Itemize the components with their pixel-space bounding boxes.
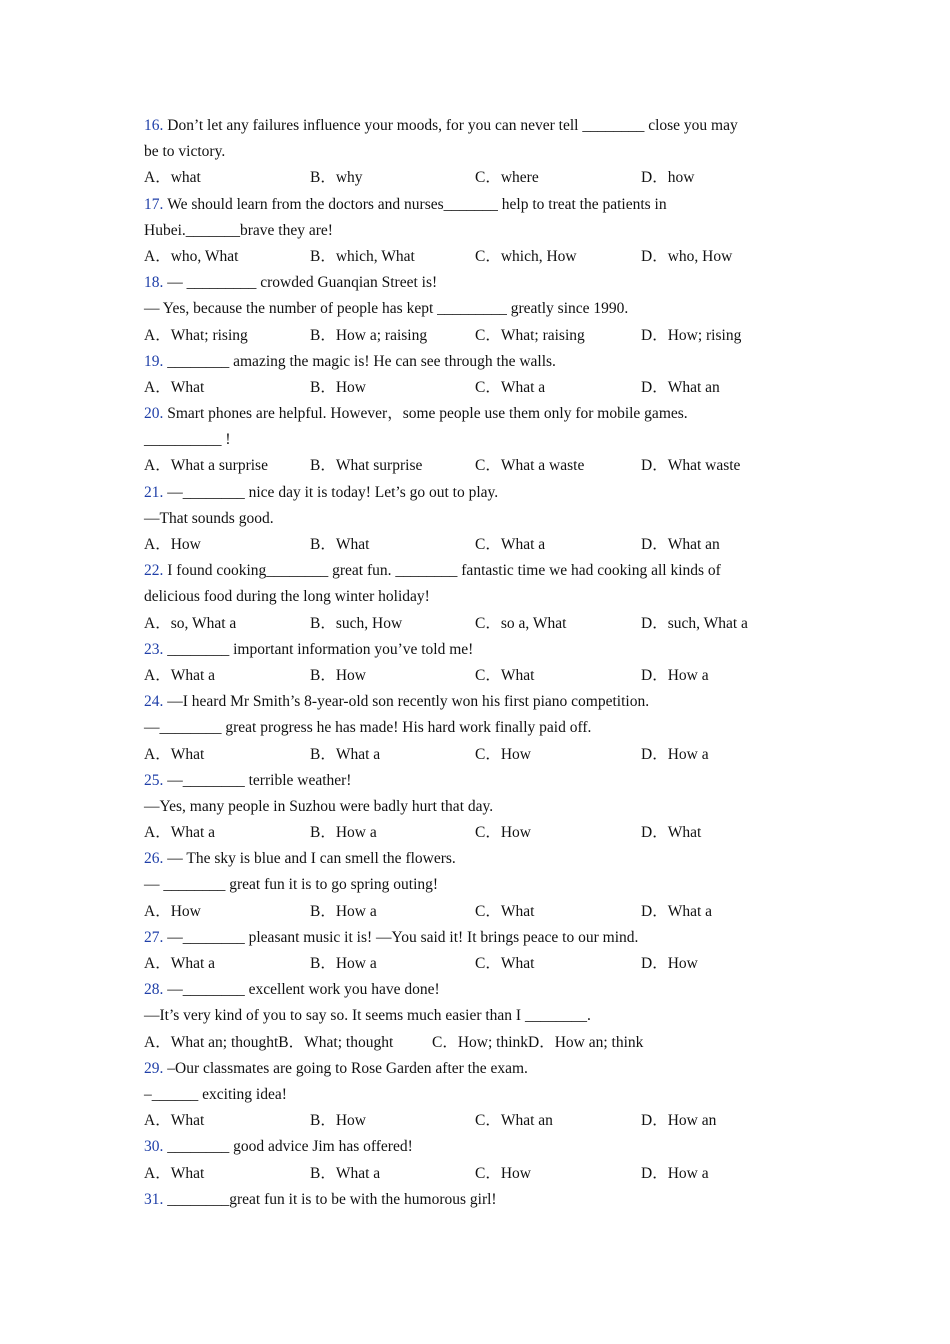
question-number: 17. bbox=[144, 195, 164, 213]
answer-option: D．how bbox=[641, 169, 695, 187]
answer-option: C．What bbox=[475, 902, 535, 920]
answer-option: C．which, How bbox=[475, 247, 577, 265]
answer-option: A．What bbox=[144, 745, 205, 763]
question-text: __________ ! bbox=[144, 431, 231, 449]
question-text: —That sounds good. bbox=[144, 509, 274, 527]
question-line bbox=[144, 689, 804, 715]
question-item bbox=[144, 558, 804, 637]
answer-options-text: A．What an; thoughtB．What; thought C．How; thinkD．How an; think bbox=[144, 1033, 644, 1051]
question-text: ________ amazing the magic is! He can see through the walls. bbox=[167, 352, 556, 370]
question-text: —________ excellent work you have done! bbox=[167, 981, 440, 999]
answer-option: A．What bbox=[144, 1164, 205, 1182]
question-number: 27. bbox=[144, 928, 164, 946]
answer-option: D．What bbox=[641, 824, 702, 842]
option-row bbox=[144, 742, 804, 768]
question-item bbox=[144, 846, 804, 925]
answer-option: A．What a bbox=[144, 824, 216, 842]
question-line bbox=[144, 218, 804, 244]
question-line bbox=[144, 794, 804, 820]
answer-option: B．why bbox=[310, 169, 363, 187]
answer-option: A．What; rising bbox=[144, 326, 248, 344]
answer-option: C．What a waste bbox=[475, 457, 585, 475]
answer-option: B．How a bbox=[310, 824, 377, 842]
question-line bbox=[144, 192, 804, 218]
option-row bbox=[144, 951, 804, 977]
question-line bbox=[144, 296, 804, 322]
question-item bbox=[144, 768, 804, 847]
question-text: —It’s very kind of you to say so. It seems much easier than I ________. bbox=[144, 1007, 591, 1025]
question-line bbox=[144, 139, 804, 165]
answer-option: D．What an bbox=[641, 378, 720, 396]
question-line bbox=[144, 1082, 804, 1108]
option-row bbox=[144, 1161, 804, 1187]
question-line bbox=[144, 1187, 804, 1213]
option-row bbox=[144, 1108, 804, 1134]
question-text: We should learn from the doctors and nurses_______ help to treat the patients in bbox=[167, 195, 667, 213]
question-line bbox=[144, 270, 804, 296]
answer-option: A．What a bbox=[144, 955, 216, 972]
question-item bbox=[144, 1187, 804, 1213]
question-text: — _________ crowded Guanqian Street is! bbox=[167, 274, 438, 292]
question-item bbox=[144, 270, 804, 349]
answer-option: C．What a bbox=[475, 378, 546, 396]
question-item bbox=[144, 480, 804, 559]
answer-option: B．How a bbox=[310, 902, 377, 920]
question-text: ________great fun it is to be with the humorous girl! bbox=[167, 1190, 497, 1208]
question-number: 29. bbox=[144, 1059, 164, 1077]
answer-option: D．How a bbox=[641, 1164, 709, 1182]
question-text: –______ exciting idea! bbox=[144, 1085, 287, 1103]
option-row bbox=[144, 375, 804, 401]
option-row bbox=[144, 820, 804, 846]
answer-option: D．How; rising bbox=[641, 326, 742, 344]
question-text: Smart phones are helpful. However，some people use them only for mobile games. bbox=[167, 405, 688, 423]
answer-option: B．What surprise bbox=[310, 457, 423, 475]
answer-option: A．What bbox=[144, 378, 205, 396]
question-line bbox=[144, 584, 804, 610]
question-line bbox=[144, 480, 804, 506]
option-row bbox=[144, 663, 804, 689]
question-number: 16. bbox=[144, 117, 164, 134]
answer-option: D．How an bbox=[641, 1112, 717, 1130]
answer-option: B．How bbox=[310, 378, 366, 396]
answer-option: C．How bbox=[475, 1164, 531, 1182]
answer-option: B．How bbox=[310, 666, 366, 684]
answer-option: B．How a bbox=[310, 955, 377, 972]
answer-option: A．who, What bbox=[144, 247, 239, 265]
answer-option: D．such, What a bbox=[641, 614, 748, 632]
question-text: –Our classmates are going to Rose Garden after the exam. bbox=[167, 1059, 528, 1077]
question-line bbox=[144, 1134, 804, 1160]
option-row bbox=[144, 453, 804, 479]
option-row bbox=[144, 1030, 804, 1056]
question-text: —I heard Mr Smith’s 8-year-old son recently won his first piano competition. bbox=[167, 693, 650, 711]
question-text: I found cooking________ great fun. ________ fantastic time we had cooking all kinds of bbox=[167, 562, 721, 580]
question-text: —________ pleasant music it is! —You said it! It brings peace to our mind. bbox=[167, 928, 639, 946]
question-text: be to victory. bbox=[144, 143, 226, 161]
question-text: —________ terrible weather! bbox=[167, 771, 352, 789]
answer-option: D．How bbox=[641, 955, 698, 972]
answer-option: B．such, How bbox=[310, 614, 403, 632]
option-row bbox=[144, 165, 804, 191]
question-item bbox=[144, 925, 804, 977]
question-number: 26. bbox=[144, 850, 164, 868]
answer-option: A．How bbox=[144, 536, 201, 553]
answer-option: D．What a bbox=[641, 902, 713, 920]
question-number: 28. bbox=[144, 981, 164, 999]
answer-option: A．What a bbox=[144, 666, 216, 684]
answer-option: D．who, How bbox=[641, 247, 733, 265]
answer-option: A．What a surprise bbox=[144, 457, 268, 475]
question-text: — The sky is blue and I can smell the flowers. bbox=[167, 850, 456, 868]
answer-option: B．How a; raising bbox=[310, 326, 428, 344]
question-line bbox=[144, 349, 804, 375]
answer-option: B．What a bbox=[310, 745, 381, 763]
option-row bbox=[144, 532, 804, 558]
question-line bbox=[144, 427, 804, 453]
question-number: 30. bbox=[144, 1138, 164, 1156]
answer-option: A．so, What a bbox=[144, 614, 237, 632]
option-row bbox=[144, 323, 804, 349]
question-line bbox=[144, 846, 804, 872]
question-text: ________ good advice Jim has offered! bbox=[167, 1138, 413, 1156]
question-text: — Yes, because the number of people has kept _________ greatly since 1990. bbox=[144, 300, 629, 318]
question-line bbox=[144, 715, 804, 741]
question-text: —Yes, many people in Suzhou were badly hurt that day. bbox=[144, 797, 494, 815]
question-number: 25. bbox=[144, 771, 164, 789]
question-number: 19. bbox=[144, 352, 164, 370]
answer-option: A．What bbox=[144, 1112, 205, 1130]
question-text: —________ nice day it is today! Let’s go out to play. bbox=[167, 483, 499, 501]
answer-option: B．What a bbox=[310, 1164, 381, 1182]
answer-option: D．How a bbox=[641, 666, 709, 684]
question-line bbox=[144, 768, 804, 794]
question-text: delicious food during the long winter holiday! bbox=[144, 588, 430, 606]
answer-option: D．How a bbox=[641, 745, 709, 763]
answer-option: A．How bbox=[144, 902, 201, 920]
question-line bbox=[144, 925, 804, 951]
answer-option: C．What bbox=[475, 666, 535, 684]
answer-option: C．How bbox=[475, 824, 531, 842]
question-line bbox=[144, 637, 804, 663]
option-row bbox=[144, 611, 804, 637]
question-text: —________ great progress he has made! His hard work finally paid off. bbox=[144, 719, 592, 737]
question-line bbox=[144, 113, 804, 139]
question-line bbox=[144, 401, 804, 427]
question-item bbox=[144, 401, 804, 480]
question-number: 18. bbox=[144, 274, 164, 292]
question-list bbox=[144, 113, 804, 1213]
answer-option: D．What waste bbox=[641, 457, 741, 475]
question-number: 20. bbox=[144, 405, 164, 423]
answer-option: B．What bbox=[310, 536, 370, 553]
answer-option: B．which, What bbox=[310, 247, 415, 265]
answer-option: A．what bbox=[144, 169, 201, 187]
question-item bbox=[144, 637, 804, 689]
question-line bbox=[144, 506, 804, 532]
question-number: 23. bbox=[144, 640, 164, 658]
answer-option: C．where bbox=[475, 169, 539, 187]
question-text: Don’t let any failures influence your moods, for you can never tell ________ close you may bbox=[167, 117, 738, 134]
question-line bbox=[144, 1056, 804, 1082]
answer-option: C．How bbox=[475, 745, 531, 763]
question-item bbox=[144, 349, 804, 401]
question-text: — ________ great fun it is to go spring outing! bbox=[144, 876, 439, 894]
question-number: 31. bbox=[144, 1190, 164, 1208]
question-item bbox=[144, 977, 804, 1056]
answer-option: C．What bbox=[475, 955, 535, 972]
question-item bbox=[144, 113, 804, 192]
answer-option: C．so a, What bbox=[475, 614, 567, 632]
question-item bbox=[144, 1134, 804, 1186]
question-item bbox=[144, 1056, 804, 1135]
answer-option: C．What an bbox=[475, 1112, 553, 1130]
question-number: 24. bbox=[144, 693, 164, 711]
question-line bbox=[144, 1003, 804, 1029]
question-number: 22. bbox=[144, 562, 164, 580]
question-line bbox=[144, 977, 804, 1003]
question-number: 21. bbox=[144, 483, 164, 501]
option-row bbox=[144, 244, 804, 270]
answer-option: C．What; raising bbox=[475, 326, 585, 344]
question-text: ________ important information you’ve told me! bbox=[167, 640, 474, 658]
question-line bbox=[144, 872, 804, 898]
question-text: Hubei._______brave they are! bbox=[144, 221, 333, 239]
answer-option: C．What a bbox=[475, 536, 546, 553]
option-row bbox=[144, 899, 804, 925]
answer-option: B．How bbox=[310, 1112, 366, 1130]
question-item bbox=[144, 689, 804, 768]
question-item bbox=[144, 192, 804, 271]
answer-option: D．What an bbox=[641, 536, 720, 553]
question-line bbox=[144, 558, 804, 584]
